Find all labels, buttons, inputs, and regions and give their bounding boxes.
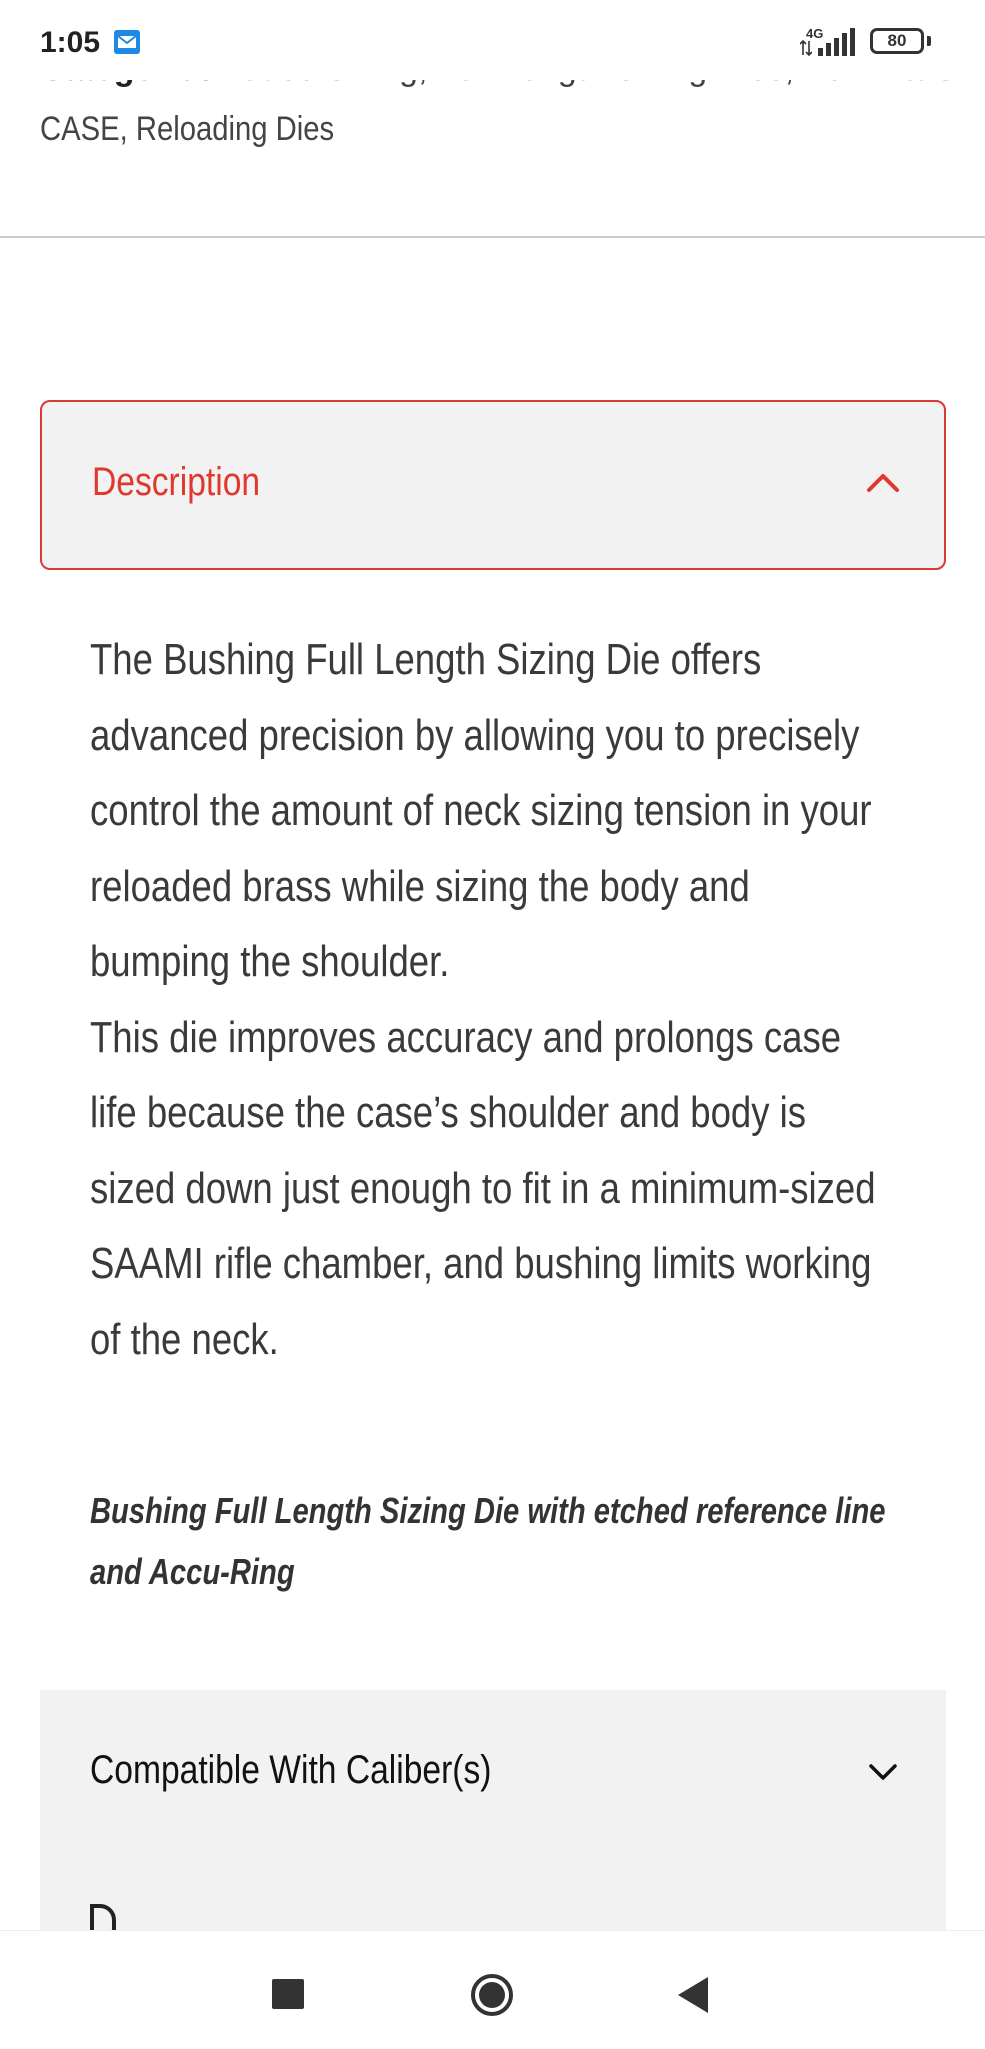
next-section-peek xyxy=(90,1904,120,1930)
divider xyxy=(0,236,985,238)
compatible-caliber-label: Compatible With Caliber(s) xyxy=(90,1748,492,1792)
mail-icon xyxy=(114,30,140,54)
battery-icon xyxy=(870,28,924,54)
description-body xyxy=(90,622,887,1377)
signal-icon xyxy=(816,28,856,56)
network-type: 4G xyxy=(806,26,824,41)
compatible-caliber-accordion[interactable] xyxy=(40,1690,946,1930)
home-icon[interactable] xyxy=(470,1973,514,2017)
chevron-up-icon[interactable] xyxy=(866,470,900,494)
description-paragraph-2: This die improves accuracy and prolongs case life because the case’s shoulder and body is sized down just enough to fit in a minimum-sized SAAMI rifle chamber, and bushing limits working of the neck. xyxy=(90,1012,876,1364)
battery-level: 80 xyxy=(887,31,907,50)
description-title: Description xyxy=(92,460,261,504)
categories-text[interactable]: CASE, Reloading Dies xyxy=(40,110,335,148)
battery-tip xyxy=(927,36,931,46)
description-paragraph-1: The Bushing Full Length Sizing Die offers advanced precision by allowing you to precisely control the amount of neck sizing tension in your reloaded brass while sizing the body and bumping the shoulder. xyxy=(90,635,872,986)
recents-icon[interactable] xyxy=(272,1979,304,2009)
status-bar xyxy=(0,0,985,80)
data-arrows-icon xyxy=(800,40,812,56)
status-time: 1:05 xyxy=(40,26,101,59)
description-bold-text: Bushing Full Length Sizing Die with etched reference line and Accu-Ring xyxy=(90,1490,886,1592)
chevron-down-icon[interactable] xyxy=(868,1762,898,1782)
navigation-bar xyxy=(0,1930,985,2049)
back-icon[interactable] xyxy=(676,1975,710,2015)
description-accordion-header[interactable] xyxy=(40,400,946,570)
